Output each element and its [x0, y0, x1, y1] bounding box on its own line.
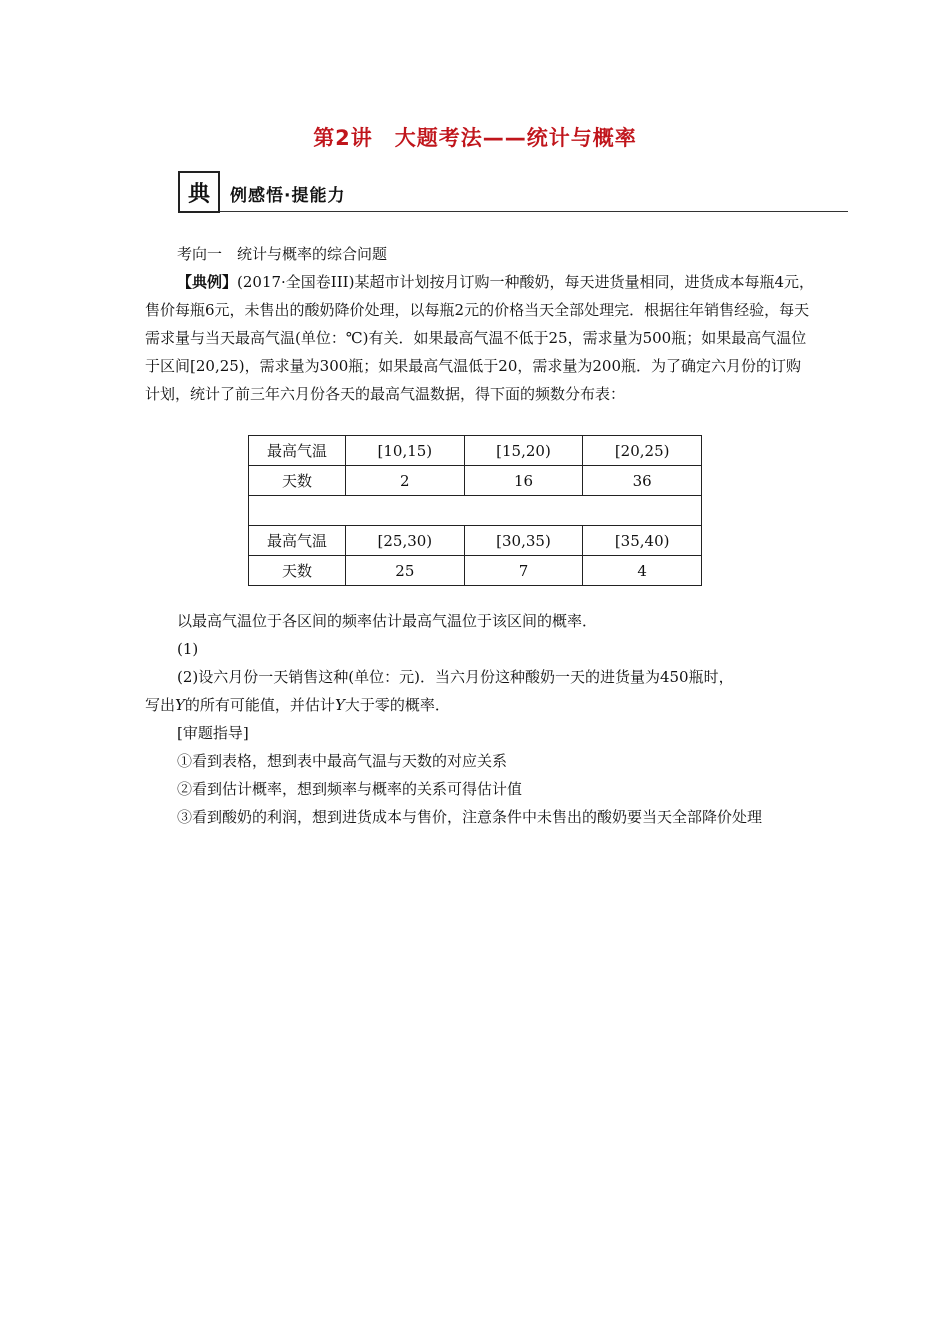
- question-2-line-1: (2)设六月份一天销售这种(单位：元)．当六月份这种酸奶一天的进货量为450瓶时，: [177, 668, 734, 686]
- table-cell: 最高气温: [249, 436, 346, 466]
- after-table-text: 以最高气温位于各区间的频率估计最高气温位于该区间的概率．: [177, 612, 598, 630]
- section-header: [178, 171, 848, 215]
- frequency-table: [248, 435, 702, 586]
- variable-y: Y: [334, 696, 345, 714]
- table-row: [249, 466, 702, 496]
- example-text: (2017·全国卷III)某超市计划按月订购一种酸奶，每天进货量相同，进货成本每瓶4元，售价每瓶6元，未售出的酸奶降价处理，以每瓶2元的价格当天全部处理完．根据往年销售经验，每天需求量与当天最高气温(单位：℃)有关．如果最高气温不低于25，需求量为500瓶；如果最高气温位于区间[20,25)，需求量为300瓶；如果最高气温低于20，需求量为200瓶．为了确定六月份的订购计划，统计了前三年六月份各天的最高气温数据，得下面的频数分布表：: [145, 273, 814, 403]
- table-cell: 25: [346, 556, 465, 586]
- table-cell: [35,40): [583, 526, 702, 556]
- example-tag: 【典例】: [177, 273, 238, 291]
- table-cell: [30,35): [464, 526, 583, 556]
- page-title: 第2讲 大题考法——统计与概率: [313, 126, 637, 150]
- table-cell: 16: [464, 466, 583, 496]
- table-cell: 天数: [249, 466, 346, 496]
- table-cell: [15,20): [464, 436, 583, 466]
- table-cell: 最高气温: [249, 526, 346, 556]
- section-icon-box: 典: [178, 171, 220, 213]
- example-paragraph: [145, 268, 815, 408]
- table-row: [249, 436, 702, 466]
- question-1: (1): [177, 640, 199, 658]
- table-spacer-cell: [249, 496, 702, 526]
- guide-item-1: ①看到表格，想到表中最高气温与天数的对应关系: [177, 752, 508, 770]
- section-divider: [220, 211, 848, 212]
- table-cell: 天数: [249, 556, 346, 586]
- section-label: 例感悟·提能力: [230, 186, 346, 206]
- table-cell: 4: [583, 556, 702, 586]
- q2-text: 大于零的概率．: [344, 696, 450, 714]
- table-cell: 2: [346, 466, 465, 496]
- guide-title: [审题指导]: [177, 724, 249, 742]
- topic-heading: 考向一 统计与概率的综合问题: [177, 245, 388, 263]
- q2-text: 写出: [145, 696, 176, 714]
- table-cell: 7: [464, 556, 583, 586]
- table-row: [249, 526, 702, 556]
- table-cell: [10,15): [346, 436, 465, 466]
- table-cell: [20,25): [583, 436, 702, 466]
- table-cell: [25,30): [346, 526, 465, 556]
- table-row: [249, 496, 702, 526]
- guide-item-3: ③看到酸奶的利润，想到进货成本与售价，注意条件中未售出的酸奶要当天全部降价处理: [177, 808, 763, 826]
- guide-item-2: ②看到估计概率，想到频率与概率的关系可得估计值: [177, 780, 523, 798]
- variable-y: Y: [175, 696, 185, 714]
- table-cell: 36: [583, 466, 702, 496]
- question-2-line-2: [145, 691, 815, 719]
- q2-text: 的所有可能值，并估计: [184, 696, 335, 714]
- table-row: [249, 556, 702, 586]
